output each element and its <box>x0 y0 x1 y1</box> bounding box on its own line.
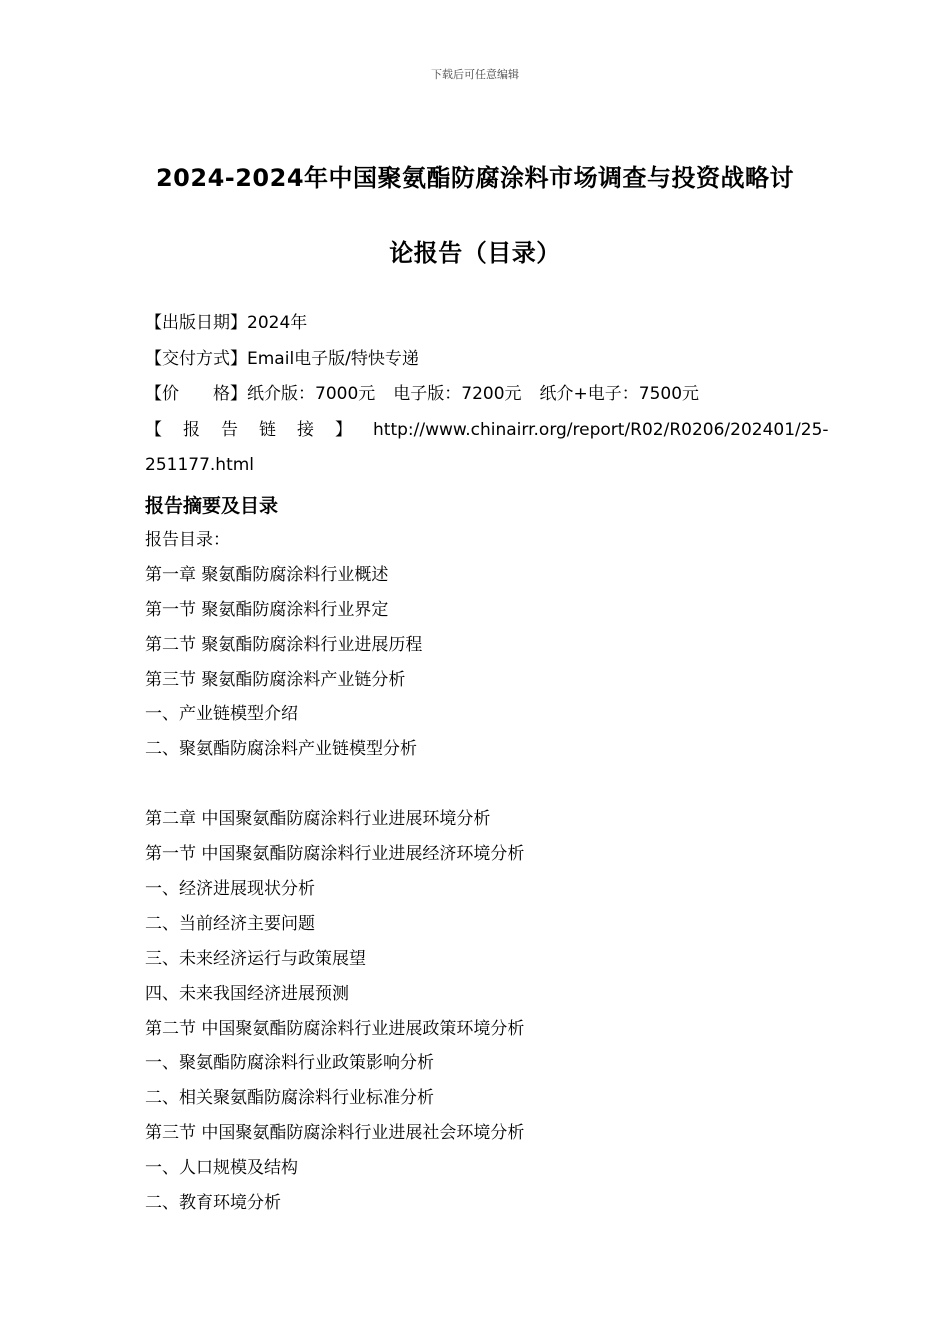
toc-line: 第三节 中国聚氨酯防腐涂料行业进展社会环境分析 <box>145 1123 525 1144</box>
toc-line: 第二节 中国聚氨酯防腐涂料行业进展政策环境分析 <box>145 1018 525 1039</box>
report-link-label: 【报告链接】 <box>145 419 373 440</box>
delivery-method: 【交付方式】Email电子版/特快专递 <box>145 348 419 369</box>
toc-line: 二、相关聚氨酯防腐涂料行业标准分析 <box>145 1088 434 1109</box>
toc-line: 第一节 聚氨酯防腐涂料行业界定 <box>145 599 389 620</box>
report-link-row <box>145 419 829 455</box>
toc-line: 一、人口规模及结构 <box>145 1158 298 1179</box>
price-electronic: 电子版：7200元 <box>393 384 522 404</box>
report-title-line-1: 2024-2024年中国聚氨酯防腐涂料市场调查与投资战略讨 <box>155 164 795 192</box>
price-row <box>145 383 815 419</box>
table-of-contents <box>145 530 825 1228</box>
toc-line: 二、教育环境分析 <box>145 1193 281 1214</box>
toc-line: 第二节 聚氨酯防腐涂料行业进展历程 <box>145 634 423 655</box>
toc-line: 报告目录： <box>145 530 230 550</box>
toc-line: 四、未来我国经济进展预测 <box>145 983 349 1004</box>
price-label: 【价 格】 <box>145 384 247 404</box>
price-both: 纸介+电子：7500元 <box>539 384 700 404</box>
publish-date: 【出版日期】2024年 <box>145 313 308 333</box>
header-note: 下载后可任意编辑 <box>431 68 519 81</box>
toc-line: 第三节 聚氨酯防腐涂料产业链分析 <box>145 669 406 690</box>
price-paper: 纸介版：7000元 <box>247 384 376 404</box>
toc-line: 一、产业链模型介绍 <box>145 704 298 725</box>
toc-line: 第一节 中国聚氨酯防腐涂料行业进展经济环境分析 <box>145 844 525 865</box>
report-title-line-2: 论报告（目录） <box>389 239 561 267</box>
toc-line: 三、未来经济运行与政策展望 <box>145 948 366 969</box>
toc-line: 第一章 聚氨酯防腐涂料行业概述 <box>145 564 389 585</box>
section-heading: 报告摘要及目录 <box>145 495 279 517</box>
toc-line: 第二章 中国聚氨酯防腐涂料行业进展环境分析 <box>145 809 491 830</box>
report-link-url[interactable]: http://www.chinairr.org/report/R02/R0206/202401/25- <box>373 419 829 440</box>
toc-line: 二、当前经济主要问题 <box>145 913 315 934</box>
toc-blank-line <box>145 774 825 809</box>
report-info-block <box>145 312 829 490</box>
toc-line: 一、经济进展现状分析 <box>145 879 315 900</box>
toc-line: 二、聚氨酯防腐涂料产业链模型分析 <box>145 739 417 760</box>
toc-line: 一、聚氨酯防腐涂料行业政策影响分析 <box>145 1053 434 1074</box>
report-link-url-continued[interactable]: 251177.html <box>145 455 255 475</box>
